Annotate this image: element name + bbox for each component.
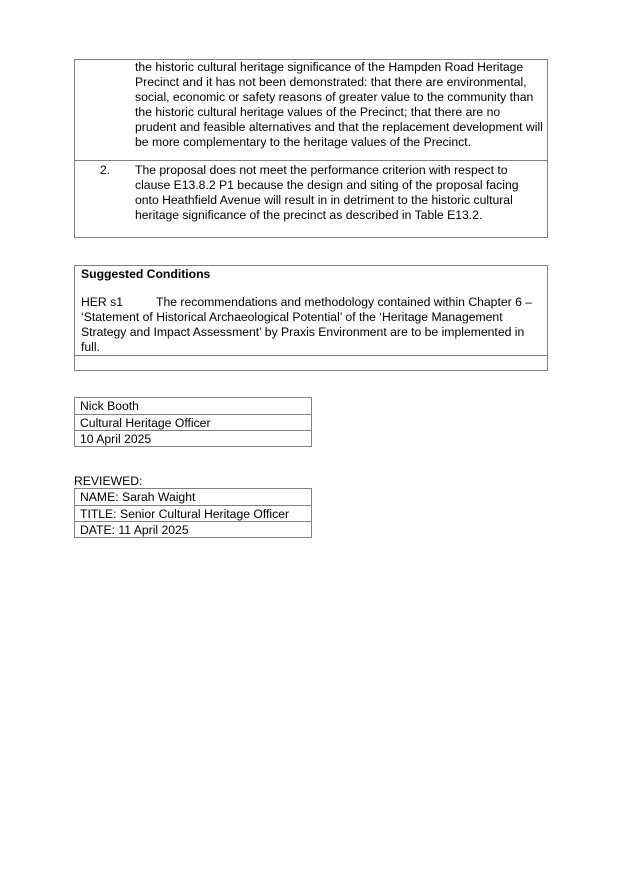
reviewed-label: REVIEWED: <box>74 474 143 488</box>
reason-row <box>75 60 547 160</box>
officer-date: 10 April 2025 <box>75 430 311 446</box>
condition-text: The recommendations and methodology contained within Chapter 6 – ‘Statement of Historical Archaeological Potential’ of the ‘Heritage Management Strategy and Impact Assessment’ by Praxis Environment are to be implemented in full. <box>81 295 533 354</box>
reason-row <box>75 160 547 237</box>
reason-text: the historic cultural heritage significance of the Hampden Road Heritage Precinct and it has not been demonstrated: that there are environmental, social, economic or safety reasons of greater value to the community than the historic cultural heritage values of the Precinct; that there are no prudent and feasible alternatives and that the replacement development will be more complementary to the heritage values of the Precinct. <box>135 60 543 149</box>
suggested-conditions-table <box>74 265 548 371</box>
reviewer-title: TITLE: Senior Cultural Heritage Officer <box>75 505 311 521</box>
officer-title: Cultural Heritage Officer <box>75 414 311 430</box>
reviewer-name: NAME: Sarah Waight <box>80 490 196 504</box>
empty-row <box>75 355 547 370</box>
condition-code: HER s1 <box>81 295 123 309</box>
officer-name: Nick Booth <box>80 399 139 413</box>
reviewer-date: DATE: 11 April 2025 <box>75 521 311 537</box>
reason-number <box>75 60 135 160</box>
reason-text: The proposal does not meet the performance criterion with respect to clause E13.8.2 P1 because the design and siting of the proposal facing onto Heathfield Avenue will result in in detriment to the historic cultural heritage significance of the precinct as described in Table E13.2. <box>135 163 519 222</box>
condition-item <box>75 282 547 355</box>
reasons-table <box>74 59 548 238</box>
reason-number: 2. <box>99 163 111 177</box>
officer-signature-table <box>74 397 312 447</box>
reviewer-signature-table <box>74 488 312 538</box>
conditions-heading: Suggested Conditions <box>81 267 211 281</box>
